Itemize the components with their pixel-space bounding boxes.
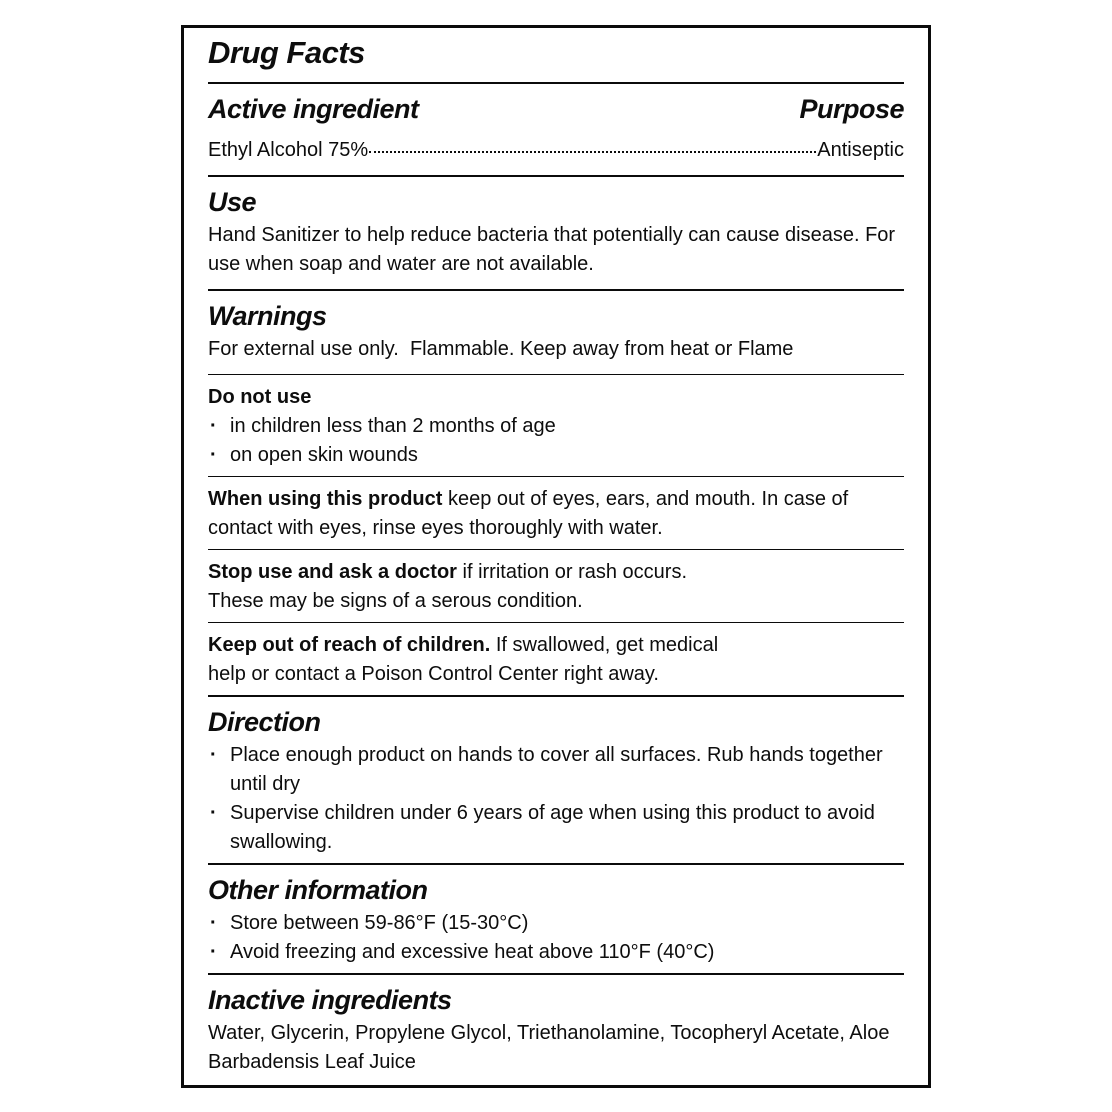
keep-out-text [208,631,904,660]
bullet-dot-icon: · [210,415,217,437]
section-divider [208,289,904,291]
direction-item: Supervise children under 6 years of age when using this product to avoid swallowing. [230,802,875,853]
list-item [208,938,904,967]
do-not-use-list [208,412,904,470]
do-not-use-heading: Do not use [208,386,312,408]
other-information-item: Avoid freezing and excessive heat above 110°F (40°C) [230,941,715,963]
sub-divider [208,476,904,477]
list-item [208,441,904,470]
stop-use-rest: if irritation or rash occurs. [456,561,688,583]
stop-use-text [208,558,904,587]
other-information-list [208,909,904,967]
ingredient-name: Ethyl Alcohol 75% [208,139,369,161]
section-divider [208,973,904,975]
other-information-item: Store between 59-86°F (15-30°C) [230,912,529,934]
sub-divider [208,549,904,550]
inactive-ingredients-heading: Inactive ingredients [208,985,452,1015]
stop-use-line2: These may be signs of a serous condition. [208,590,583,612]
section-divider [208,82,904,84]
do-not-use-item: in children less than 2 months of age [230,415,556,437]
sub-divider [208,622,904,623]
ingredient-purpose: Antiseptic [817,139,904,161]
dotted-leader [369,151,816,153]
purpose-heading: Purpose [799,94,904,124]
active-ingredient-row [208,136,904,165]
drug-facts-title: Drug Facts [208,35,365,70]
when-using-bold: When using this product [208,488,443,510]
bullet-dot-icon: · [210,744,217,766]
warnings-heading: Warnings [208,301,327,331]
use-heading: Use [208,187,257,217]
when-using-rest: keep out of eyes, ears, and mouth. In case of contact with eyes, rinse eyes thoroughly with water. [208,488,849,539]
direction-item: Place enough product on hands to cover all surfaces. Rub hands together until dry [230,744,883,795]
use-text: Hand Sanitizer to help reduce bacteria that potentially can cause disease. For use when soap and water are not available. [208,224,896,275]
warnings-text: For external use only. Flammable. Keep away from heat or Flame [208,338,794,360]
stop-use-bold: Stop use and ask a doctor [208,561,457,583]
list-item [208,909,904,938]
other-information-heading: Other information [208,875,428,905]
drug-facts-panel [181,25,931,1088]
direction-list [208,741,904,857]
list-item [208,741,904,799]
do-not-use-item: on open skin wounds [230,444,418,466]
keep-out-rest: If swallowed, get medical [490,634,719,656]
sub-divider [208,374,904,375]
bullet-dot-icon: · [210,802,217,824]
keep-out-line2: help or contact a Poison Control Center right away. [208,663,659,685]
direction-heading: Direction [208,707,321,737]
keep-out-bold: Keep out of reach of children. [208,634,491,656]
section-divider [208,863,904,865]
list-item [208,799,904,857]
list-item [208,412,904,441]
section-divider [208,695,904,697]
bullet-dot-icon: · [210,912,217,934]
when-using-text [208,485,904,543]
bullet-dot-icon: · [210,941,217,963]
active-ingredient-heading: Active ingredient [208,94,419,124]
bullet-dot-icon: · [210,444,217,466]
section-divider [208,175,904,177]
inactive-ingredients-text: Water, Glycerin, Propylene Glycol, Triethanolamine, Tocopheryl Acetate, Aloe Barbadensis Leaf Juice [208,1022,890,1073]
active-ingredient-header [208,92,904,128]
